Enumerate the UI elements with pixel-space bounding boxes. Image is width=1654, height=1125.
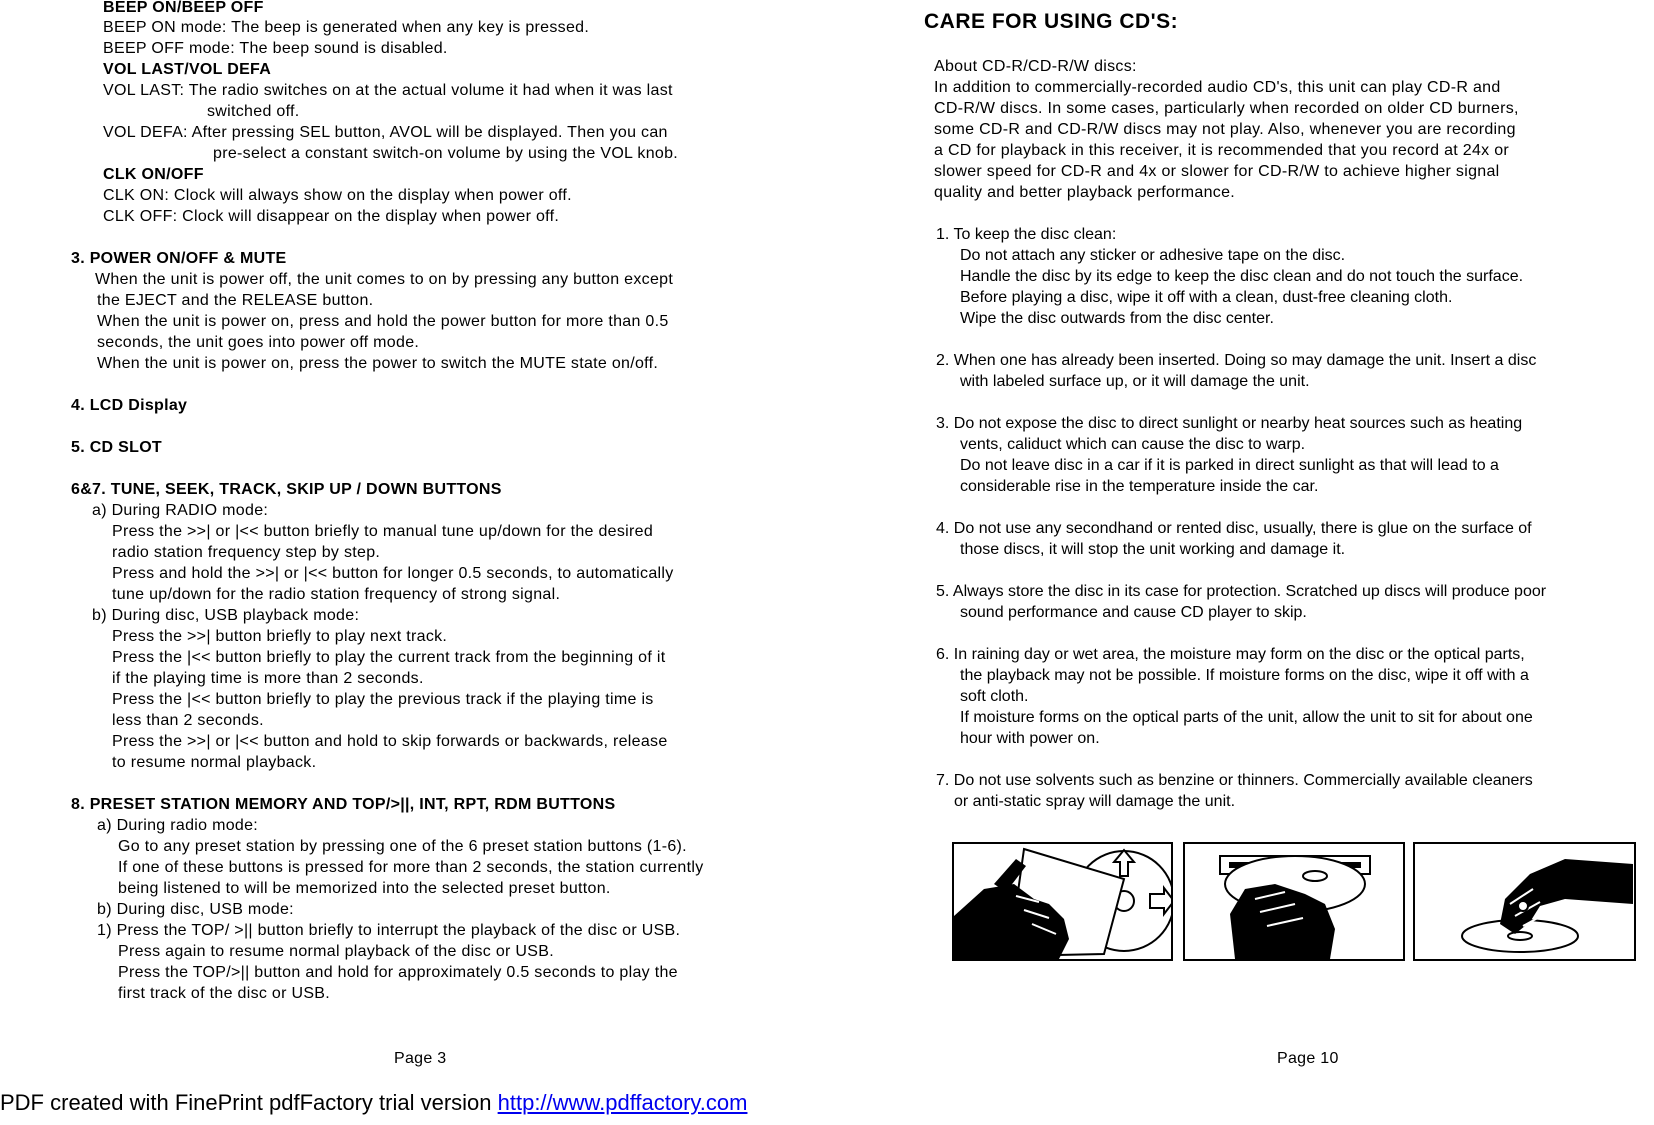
list-item: 4. Do not use any secondhand or rented disc, usually, there is glue on the surface of (936, 520, 1532, 537)
body-line: b) During disc, USB mode: (97, 901, 294, 918)
body-line: Press the |<< button briefly to play the current track from the beginning of it (112, 649, 666, 666)
list-item: the playback may not be possible. If moisture forms on the disc, wipe it off with a (960, 667, 1529, 684)
list-item: or anti-static spray will damage the unit. (954, 793, 1236, 810)
body-line: if the playing time is more than 2 seconds. (112, 670, 424, 687)
body-line: When the unit is power on, press and hold the power button for more than 0.5 (97, 313, 669, 330)
body-line: a) During radio mode: (97, 817, 259, 834)
body-line: slower speed for CD-R and 4x or slower for CD-R/W to achieve higher signal (934, 163, 1500, 180)
body-line: Press and hold the >>| or |<< button for longer 0.5 seconds, to automatically (112, 565, 674, 582)
list-item: hour with power on. (960, 730, 1100, 747)
list-item: with labeled surface up, or it will damage the unit. (960, 373, 1310, 390)
body-line: If one of these buttons is pressed for more than 2 seconds, the station currently (118, 859, 704, 876)
body-line: Press the |<< button briefly to play the previous track if the playing time is (112, 691, 654, 708)
page-number-right: Page 10 (1277, 1050, 1339, 1067)
body-line: Go to any preset station by pressing one of the 6 preset station buttons (1-6). (118, 838, 687, 855)
body-line: some CD-R and CD-R/W discs may not play. Also, whenever you are recording (934, 121, 1516, 138)
list-item: 7. Do not use solvents such as benzine or thinners. Commercially available cleaners (936, 772, 1533, 789)
list-item: considerable rise in the temperature inside the car. (960, 478, 1319, 495)
list-item: 2. When one has already been inserted. Doing so may damage the unit. Insert a disc (936, 352, 1537, 369)
body-line: CLK ON: Clock will always show on the display when power off. (103, 187, 572, 204)
wipe-disc-illustration (952, 842, 1173, 961)
watermark-text: PDF created with FinePrint pdfFactory trial version (0, 1090, 498, 1115)
list-item: 3. Do not expose the disc to direct sunlight or nearby heat sources such as heating (936, 415, 1523, 432)
pdf-watermark (0, 1090, 747, 1116)
list-item: soft cloth. (960, 688, 1029, 705)
body-line: In addition to commercially-recorded audio CD's, this unit can play CD-R and (934, 79, 1501, 96)
body-line: first track of the disc or USB. (118, 985, 331, 1002)
section-heading-power: 3. POWER ON/OFF & MUTE (71, 250, 287, 267)
vol-heading: VOL LAST/VOL DEFA (103, 61, 272, 78)
body-line: b) During disc, USB playback mode: (92, 607, 360, 624)
body-line: About CD-R/CD-R/W discs: (934, 58, 1137, 75)
section-heading-preset: 8. PRESET STATION MEMORY AND TOP/>||, INT, RPT, RDM BUTTONS (71, 796, 616, 813)
hold-disc-icon (1415, 844, 1634, 959)
list-item: Wipe the disc outwards from the disc center. (960, 310, 1274, 327)
body-line: BEEP OFF mode: The beep sound is disabled. (103, 40, 448, 57)
list-item: sound performance and cause CD player to skip. (960, 604, 1307, 621)
section-heading-cd-slot: 5. CD SLOT (71, 439, 163, 456)
body-line: the EJECT and the RELEASE button. (97, 292, 374, 309)
body-line: VOL LAST: The radio switches on at the actual volume it had when it was last (103, 82, 673, 99)
insert-disc-illustration (1183, 842, 1405, 961)
body-line: radio station frequency step by step. (112, 544, 381, 561)
section-heading-lcd: 4. LCD Display (71, 397, 188, 414)
body-line: CLK OFF: Clock will disappear on the display when power off. (103, 208, 560, 225)
list-item: those discs, it will stop the unit working and damage it. (960, 541, 1346, 558)
body-line: Press the >>| or |<< button and hold to skip forwards or backwards, release (112, 733, 668, 750)
body-line: quality and better playback performance. (934, 184, 1236, 201)
body-line: a CD for playback in this receiver, it is recommended that you record at 24x or (934, 142, 1510, 159)
body-line: Press the TOP/>|| button and hold for approximately 0.5 seconds to play the (118, 964, 678, 981)
body-line: BEEP ON mode: The beep is generated when any key is pressed. (103, 19, 590, 36)
body-line: When the unit is power off, the unit comes to on by pressing any button except (95, 271, 674, 288)
clk-heading: CLK ON/OFF (103, 166, 204, 183)
body-line: Press the >>| or |<< button briefly to manual tune up/down for the desired (112, 523, 654, 540)
list-item: If moisture forms on the optical parts of the unit, allow the unit to sit for about one (960, 709, 1533, 726)
body-line: seconds, the unit goes into power off mode. (97, 334, 420, 351)
body-line: 1) Press the TOP/ >|| button briefly to interrupt the playback of the disc or USB. (97, 922, 681, 939)
body-line: tune up/down for the radio station frequency of strong signal. (112, 586, 561, 603)
care-title: CARE FOR USING CD'S: (924, 10, 1179, 33)
body-line: a) During RADIO mode: (92, 502, 269, 519)
insert-disc-icon (1185, 844, 1403, 959)
list-item: 1. To keep the disc clean: (936, 226, 1117, 243)
list-item: 5. Always store the disc in its case for protection. Scratched up discs will produce poor (936, 583, 1547, 600)
page-number-left: Page 3 (394, 1050, 447, 1067)
list-item: 6. In raining day or wet area, the moisture may form on the disc or the optical parts, (936, 646, 1525, 663)
body-line: being listened to will be memorized into the selected preset button. (118, 880, 611, 897)
list-item: vents, caliduct which can cause the disc to warp. (960, 436, 1306, 453)
section-heading-tune: 6&7. TUNE, SEEK, TRACK, SKIP UP / DOWN BUTTONS (71, 481, 502, 498)
list-item: Do not attach any sticker or adhesive tape on the disc. (960, 247, 1346, 264)
list-item: Before playing a disc, wipe it off with a clean, dust-free cleaning cloth. (960, 289, 1453, 306)
body-line: VOL DEFA: After pressing SEL button, AVOL will be displayed. Then you can (103, 124, 668, 141)
pdffactory-link[interactable]: http://www.pdffactory.com (497, 1090, 748, 1115)
body-line: Press the >>| button briefly to play next track. (112, 628, 448, 645)
body-line: Press again to resume normal playback of the disc or USB. (118, 943, 554, 960)
body-line: less than 2 seconds. (112, 712, 264, 729)
body-line: switched off. (207, 103, 300, 120)
hold-disc-illustration (1413, 842, 1636, 961)
body-line: CD-R/W discs. In some cases, particularly when recorded on older CD burners, (934, 100, 1519, 117)
list-item: Do not leave disc in a car if it is parked in direct sunlight as that will lead to a (960, 457, 1499, 474)
wipe-disc-icon (954, 844, 1171, 959)
body-line: pre-select a constant switch-on volume by using the VOL knob. (213, 145, 679, 162)
body-line: to resume normal playback. (112, 754, 317, 771)
beep-heading: BEEP ON/BEEP OFF (103, 0, 264, 16)
body-line: When the unit is power on, press the power to switch the MUTE state on/off. (97, 355, 659, 372)
list-item: Handle the disc by its edge to keep the disc clean and do not touch the surface. (960, 268, 1524, 285)
